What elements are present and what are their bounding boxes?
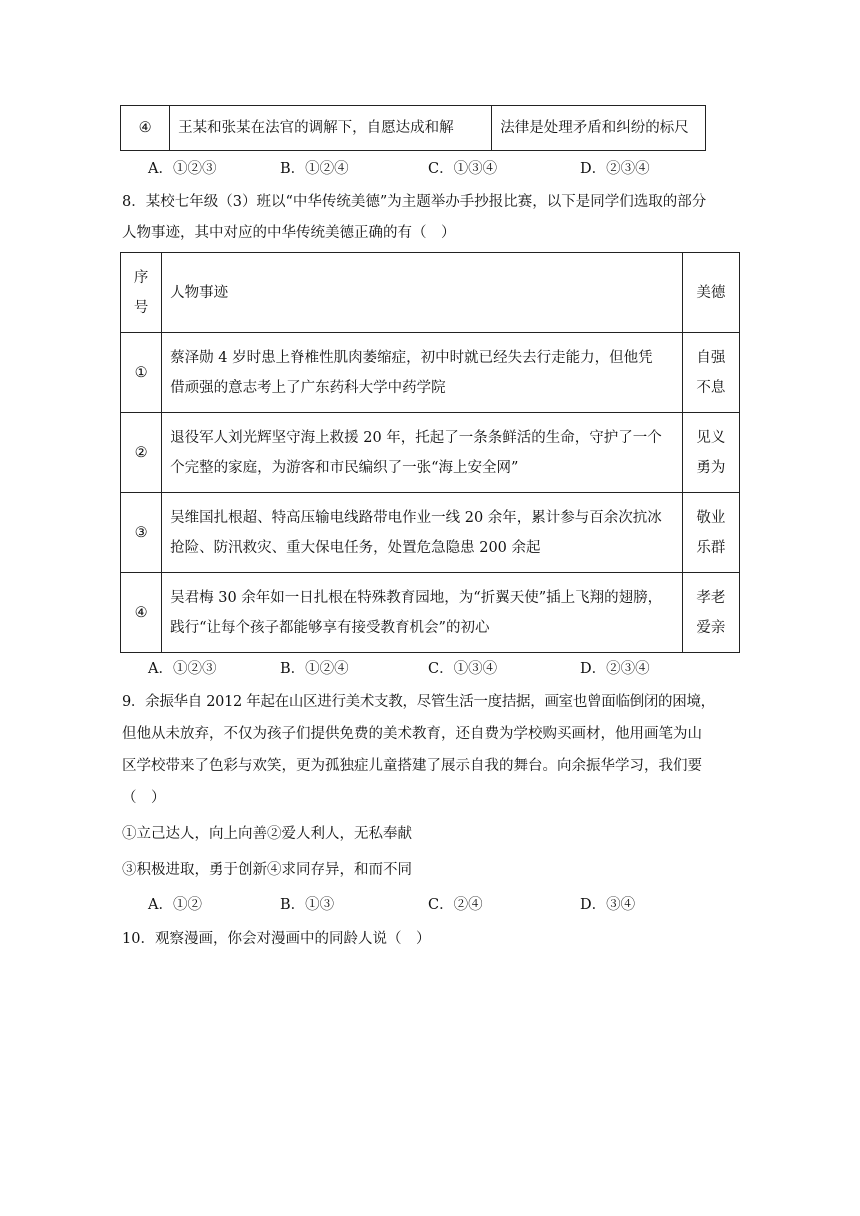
table-row — [121, 573, 740, 653]
q8-row2-virtue: 见义 勇为 — [682, 413, 739, 493]
q8-row3-event: 吴维国扎根超、特高压输电线路带电作业一线 20 余年，累计参与百余次抗冰 抢险、防汛救灾、重大保电任务，处置危急隐患 200 余起 — [162, 493, 683, 573]
q7-option-a: A．①②③ — [148, 161, 217, 177]
q7-row-event: 王某和张某在法官的调解下，自愿达成和解 — [170, 106, 492, 151]
q9-stem-line2: 但他从未放弃，不仅为孩子们提供免费的美术教育，还自费为学校购买画材，他用画笔为山 — [122, 726, 702, 742]
q8-row2-num: ② — [121, 413, 162, 493]
q7-table — [120, 105, 706, 151]
q8-header-num: 序 号 — [121, 253, 162, 333]
q8-row2-event: 退役军人刘光辉坚守海上救援 20 年，托起了一条条鲜活的生命，守护了一个 个完整的家庭，为游客和市民编织了一张“海上安全网” — [162, 413, 683, 493]
q8-row3-num: ③ — [121, 493, 162, 573]
q9-stem-line3: 区学校带来了色彩与欢笑，更为孤独症儿童搭建了展示自我的舞台。向余振华学习，我们要 — [122, 758, 702, 774]
q8-header-virtue: 美德 — [682, 253, 739, 333]
table-row — [121, 493, 740, 573]
table-row — [121, 333, 740, 413]
q9-option-d: D．③④ — [580, 897, 636, 913]
q7-option-c: C．①③④ — [428, 161, 498, 177]
q8-row1-num: ① — [121, 333, 162, 413]
q9-stem-line4: （ ） — [122, 790, 166, 806]
q8-option-b: B．①②④ — [280, 661, 349, 677]
q7-option-b: B．①②④ — [280, 161, 349, 177]
q8-row4-event: 吴君梅 30 余年如一日扎根在特殊教育园地，为“折翼天使”插上飞翔的翅膀， 践行“让每个孩子都能够享有接受教育机会”的初心 — [162, 573, 683, 653]
q9-option-c: C．②④ — [428, 897, 483, 913]
q8-row3-virtue: 敬业 乐群 — [682, 493, 739, 573]
q9-stem-line1: 9．余振华自 2012 年起在山区进行美术支教，尽管生活一度拮据，画室也曾面临倒闭的困境， — [122, 694, 715, 710]
q8-row1-virtue: 自强 不息 — [682, 333, 739, 413]
q8-row4-num: ④ — [121, 573, 162, 653]
q10-stem: 10．观察漫画，你会对漫画中的同龄人说（ ） — [122, 931, 431, 947]
q8-table — [120, 252, 740, 653]
table-row — [121, 413, 740, 493]
q8-row1-event: 蔡泽勋 4 岁时患上脊椎性肌肉萎缩症，初中时就已经失去行走能力，但他凭 借顽强的意志考上了广东药科大学中药学院 — [162, 333, 683, 413]
q8-stem-line1: 8．某校七年级（3）班以“中华传统美德”为主题举办手抄报比赛，以下是同学们选取的部分 — [122, 194, 707, 210]
q8-option-d: D．②③④ — [580, 661, 650, 677]
q8-header-event: 人物事迹 — [162, 253, 683, 333]
q8-row4-virtue: 孝老 爱亲 — [682, 573, 739, 653]
q9-option-b: B．①③ — [280, 897, 335, 913]
q8-table-header — [121, 253, 740, 333]
q9-option-a: A．①② — [148, 897, 202, 913]
q8-option-c: C．①③④ — [428, 661, 498, 677]
q7-row-num: ④ — [121, 106, 170, 151]
q7-option-d: D．②③④ — [580, 161, 650, 177]
q9-statement-3-4: ③积极进取，勇于创新④求同存异，和而不同 — [122, 862, 412, 878]
q9-statement-1-2: ①立己达人，向上向善②爱人利人，无私奉献 — [122, 826, 412, 842]
q8-stem-line2: 人物事迹，其中对应的中华传统美德正确的有（ ） — [122, 225, 456, 241]
q8-option-a: A．①②③ — [148, 661, 217, 677]
q7-row-note: 法律是处理矛盾和纠纷的标尺 — [492, 106, 706, 151]
